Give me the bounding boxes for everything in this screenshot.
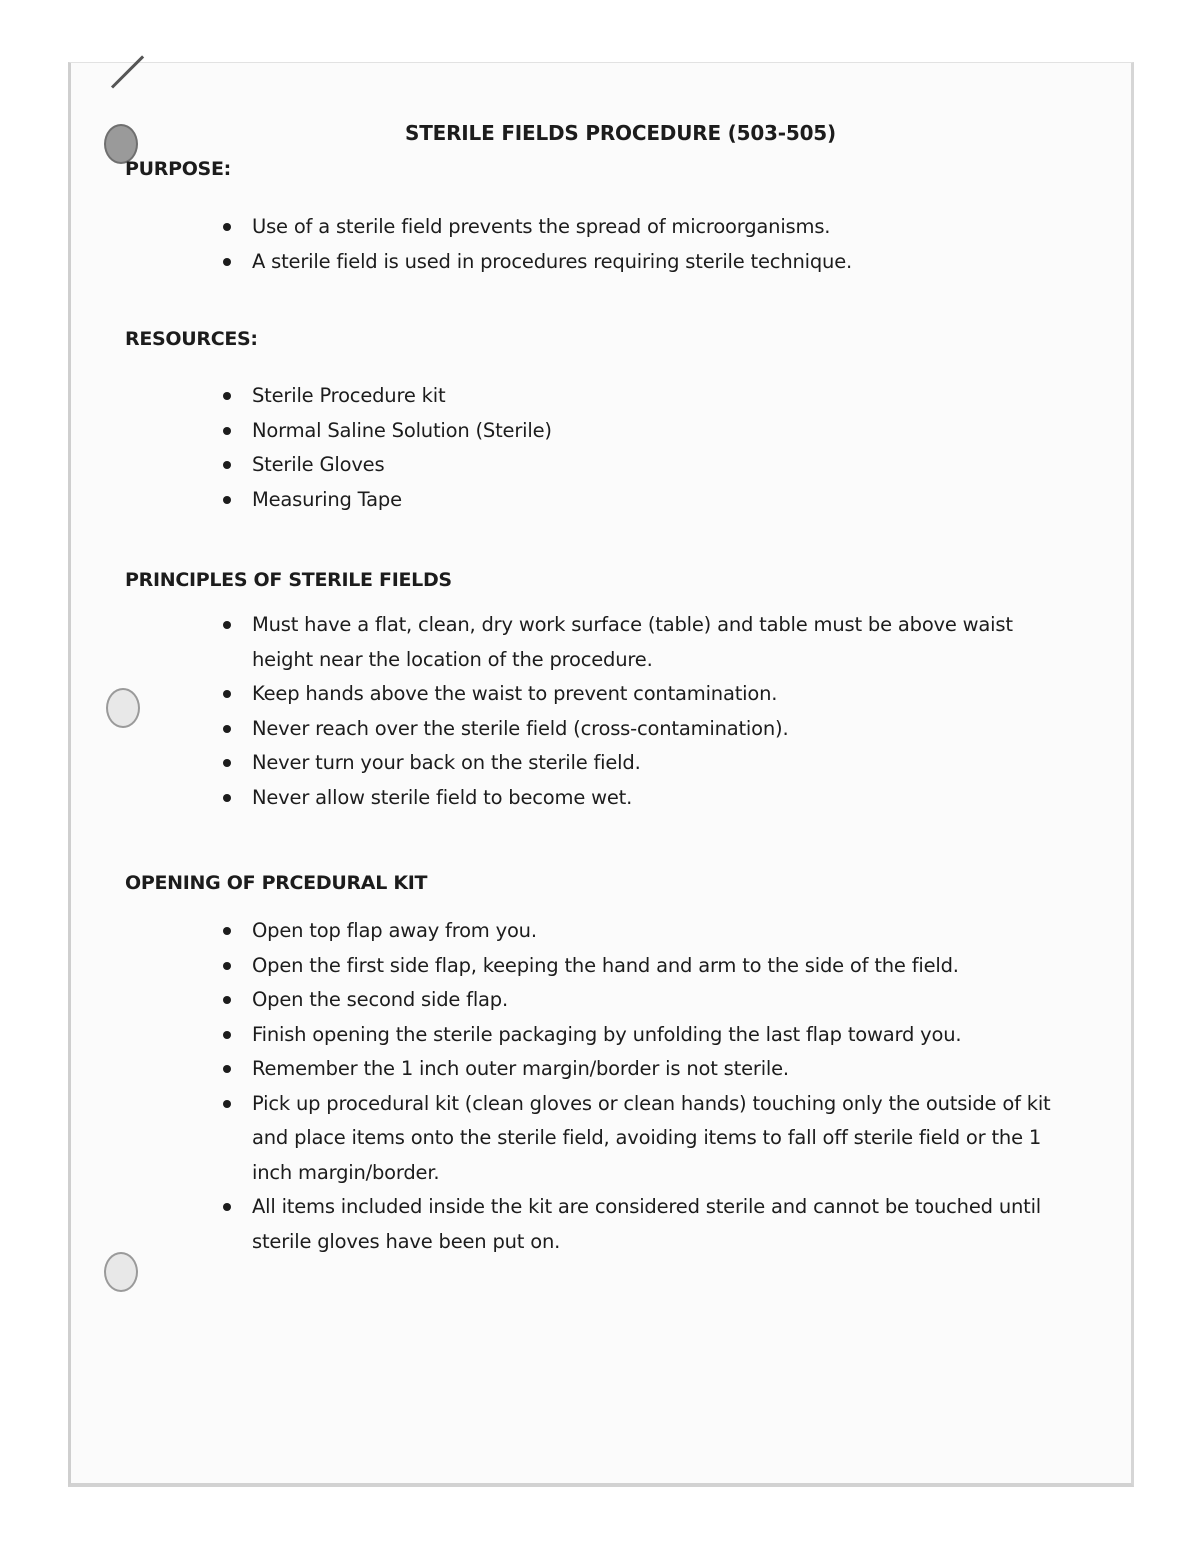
resources-list <box>220 379 940 517</box>
section-heading-resources: RESOURCES: <box>125 328 258 350</box>
list-item: Finish opening the sterile packaging by unfolding the last flap toward you. <box>220 1018 1060 1053</box>
list-item: Open the second side flap. <box>220 983 1060 1018</box>
list-item: A sterile field is used in procedures requiring sterile technique. <box>220 245 940 280</box>
list-item: Never reach over the sterile field (cross-contamination). <box>220 712 1030 747</box>
section-heading-principles: PRINCIPLES OF STERILE FIELDS <box>125 569 452 591</box>
list-item: Keep hands above the waist to prevent contamination. <box>220 677 1030 712</box>
list-item: Pick up procedural kit (clean gloves or clean hands) touching only the outside of kit and place items onto the sterile field, avoiding items to fall off sterile field or the 1 inch margin/border. <box>220 1087 1060 1191</box>
page-title: STERILE FIELDS PROCEDURE (503-505) <box>405 121 836 145</box>
list-item: Use of a sterile field prevents the spread of microorganisms. <box>220 210 940 245</box>
list-item: Remember the 1 inch outer margin/border is not sterile. <box>220 1052 1060 1087</box>
list-item: Open the first side flap, keeping the hand and arm to the side of the field. <box>220 949 1060 984</box>
list-item: Open top flap away from you. <box>220 914 1060 949</box>
list-item: Sterile Procedure kit <box>220 379 940 414</box>
list-item: Never allow sterile field to become wet. <box>220 781 1030 816</box>
list-item: Sterile Gloves <box>220 448 940 483</box>
punch-hole-middle <box>106 688 140 728</box>
list-item: All items included inside the kit are considered sterile and cannot be touched until sterile gloves have been put on. <box>220 1190 1060 1259</box>
principles-list <box>220 608 1030 815</box>
list-item: Normal Saline Solution (Sterile) <box>220 414 940 449</box>
section-heading-opening-kit: OPENING OF PRCEDURAL KIT <box>125 872 428 894</box>
purpose-list <box>220 210 940 279</box>
list-item: Never turn your back on the sterile field. <box>220 746 1030 781</box>
section-heading-purpose: PURPOSE: <box>125 158 231 180</box>
list-item: Measuring Tape <box>220 483 940 518</box>
list-item: Must have a flat, clean, dry work surface (table) and table must be above waist height near the location of the procedure. <box>220 608 1030 677</box>
opening-kit-list <box>220 914 1060 1259</box>
punch-hole-bottom <box>104 1252 138 1292</box>
